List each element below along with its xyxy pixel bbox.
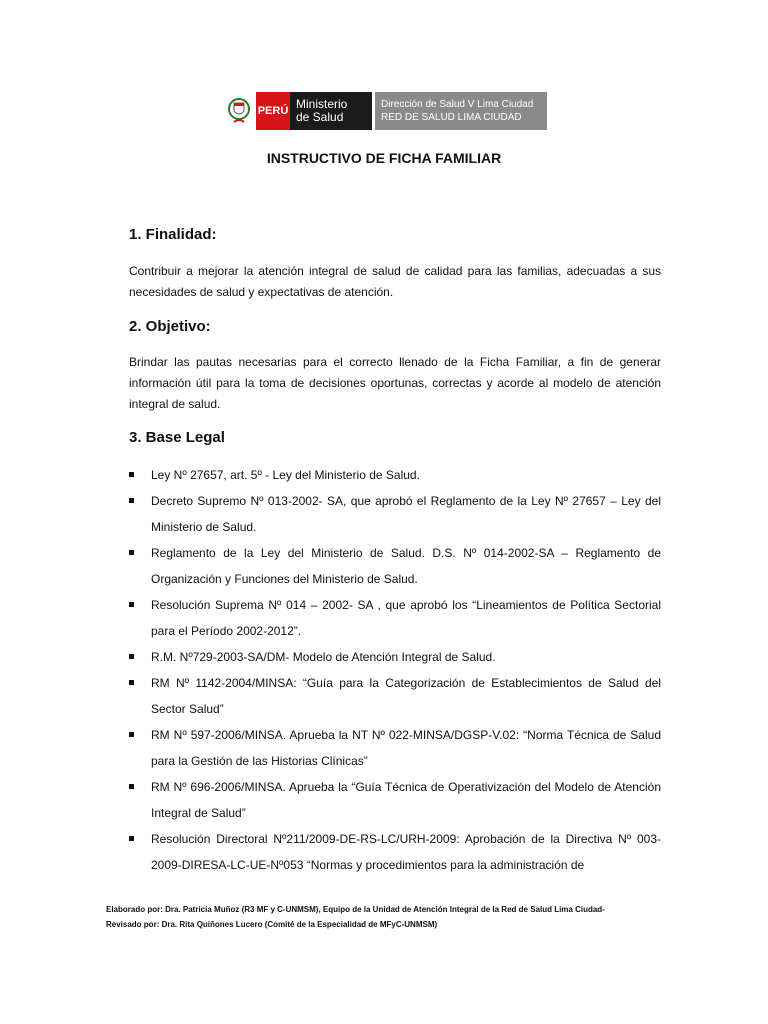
list-item [129, 722, 661, 774]
footer-elaborado: Elaborado por: Dra. Patricia Muñoz (R3 MF y C-UNMSM), Equipo de la Unidad de Atención Integral de la Red de Salud Lima Ciudad- [106, 905, 605, 914]
bullet-icon [129, 732, 134, 737]
bullet-icon [129, 784, 134, 789]
list-item-text: Resolución Directoral Nº211/2009-DE-RS-LC/URH-2009: Aprobación de la Directiva Nº 003-2009-DIRESA-LC-UE-Nº053 “Normas y procedimientos para la administración de [151, 832, 661, 872]
bullet-icon [129, 602, 134, 607]
list-item-text: RM Nº 696-2006/MINSA. Aprueba la “Guía Técnica de Operativización del Modelo de Atención Integral de Salud” [151, 780, 661, 820]
section-heading-finalidad: 1. Finalidad: [129, 226, 217, 243]
list-item-text: R.M. Nº729-2003-SA/DM- Modelo de Atención Integral de Salud. [151, 650, 496, 664]
coat-of-arms-icon [226, 92, 252, 130]
direccion-label [375, 92, 547, 130]
list-item [129, 774, 661, 826]
base-legal-list [129, 462, 661, 878]
ministerio-label [290, 92, 372, 130]
header-logo-bar [226, 92, 547, 130]
ministerio-line1: Ministerio [296, 97, 348, 111]
direccion-line2: RED DE SALUD LIMA CIUDAD [381, 112, 522, 123]
bullet-icon [129, 654, 134, 659]
footer-revisado: Revisado por: Dra. Rita Quiñones Lucero (Comité de la Especialidad de MFyC-UNMSM) [106, 920, 438, 929]
ministerio-line2: de Salud [296, 110, 344, 124]
bullet-icon [129, 836, 134, 841]
list-item-text: Reglamento de la Ley del Ministerio de Salud. D.S. Nº 014-2002-SA – Reglamento de Organización y Funciones del Ministerio de Salud. [151, 546, 661, 586]
list-item [129, 644, 661, 670]
list-item [129, 462, 661, 488]
section-heading-objetivo: 2. Objetivo: [129, 318, 211, 335]
list-item [129, 592, 661, 644]
list-item [129, 826, 661, 878]
peru-label: PERÚ [256, 92, 290, 130]
direccion-line1: Dirección de Salud V Lima Ciudad [381, 99, 534, 110]
list-item [129, 670, 661, 722]
section-heading-base-legal: 3. Base Legal [129, 429, 225, 446]
bullet-icon [129, 550, 134, 555]
list-item-text: RM Nº 597-2006/MINSA. Aprueba la NT Nº 022-MINSA/DGSP-V.02: “Norma Técnica de Salud para la Gestión de las Historias Clínicas” [151, 728, 661, 768]
list-item-text: Decreto Supremo Nº 013-2002- SA, que aprobó el Reglamento de la Ley Nº 27657 – Ley del Ministerio de Salud. [151, 494, 661, 534]
list-item-text: Ley Nº 27657, art. 5º - Ley del Ministerio de Salud. [151, 468, 420, 482]
list-item [129, 540, 661, 592]
document-title: INSTRUCTIVO DE FICHA FAMILIAR [266, 150, 502, 166]
section-text-finalidad: Contribuir a mejorar la atención integral de salud de calidad para las familias, adecuadas a sus necesidades de salud y expectativas de atención. [129, 264, 661, 299]
bullet-icon [129, 680, 134, 685]
bullet-icon [129, 498, 134, 503]
document-footer [106, 902, 666, 932]
section-text-objetivo: Brindar las pautas necesarias para el correcto llenado de la Ficha Familiar, a fin de generar información útil para la toma de decisiones oportunas, correctas y acorde al modelo de atención integral de salud. [129, 355, 661, 411]
list-item-text: Resolución Suprema Nº 014 – 2002- SA , que aprobó los “Lineamientos de Política Sectorial para el Período 2002-2012”. [151, 598, 661, 638]
list-item [129, 488, 661, 540]
bullet-icon [129, 472, 134, 477]
list-item-text: RM Nº 1142-2004/MINSA: “Guía para la Categorización de Establecimientos de Salud del Sector Salud” [151, 676, 661, 716]
